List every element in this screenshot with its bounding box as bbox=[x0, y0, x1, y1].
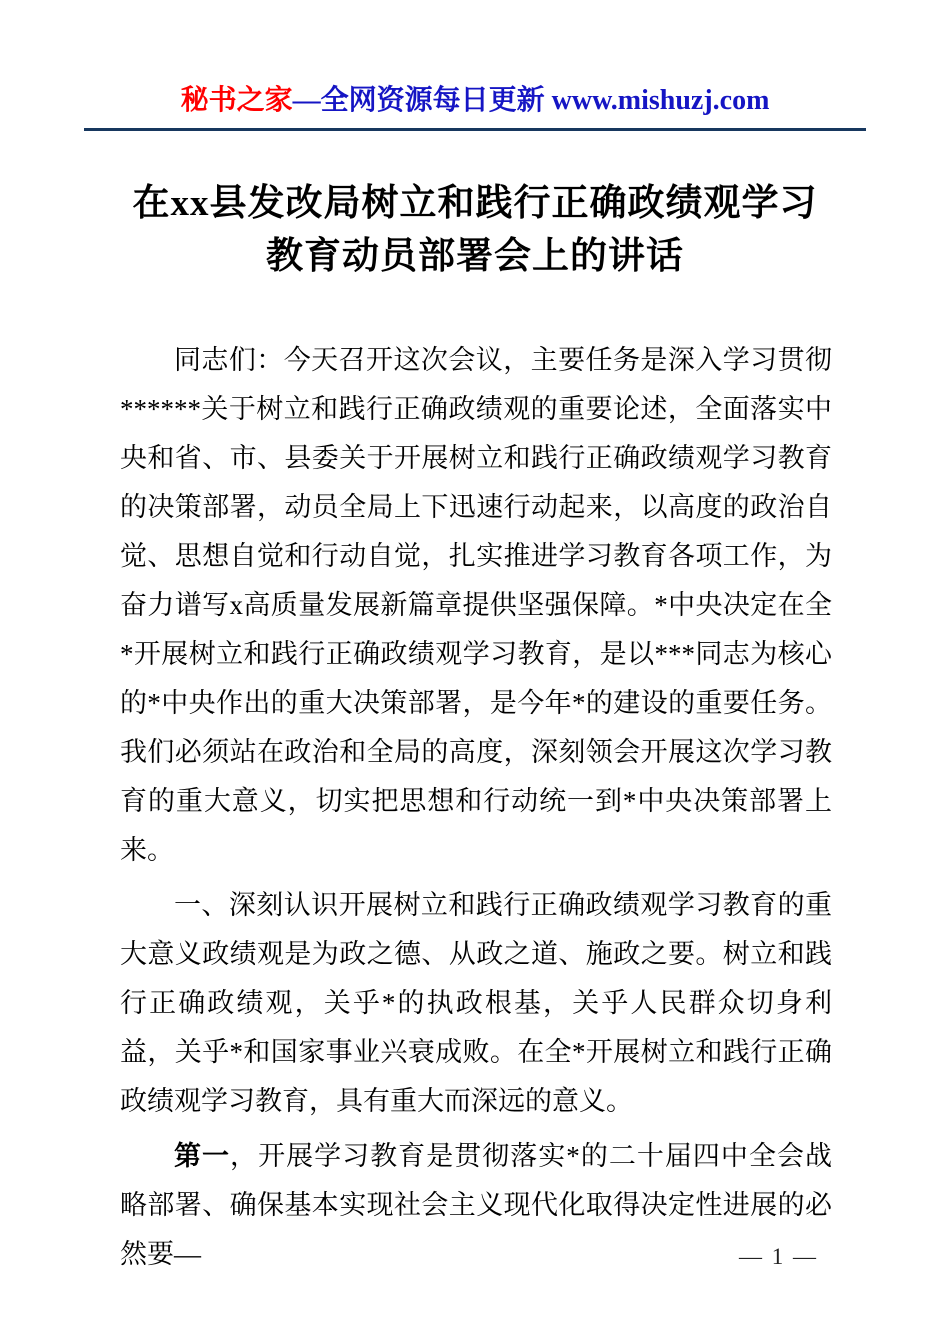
document-title bbox=[0, 177, 950, 284]
document-body bbox=[120, 336, 832, 1279]
paragraph-lead-rest: ，开展学习教育是贯彻落实*的二十届四中全会战略部署、确保基本实现社会主义现代化取得决定性进展的必然要— bbox=[120, 1140, 833, 1269]
paragraph-point-first bbox=[120, 1132, 832, 1279]
title-line-1: 在xx县发改局树立和践行正确政绩观学习 bbox=[132, 182, 818, 224]
brand-text: 秘书之家 bbox=[180, 85, 293, 116]
site-header bbox=[0, 0, 950, 118]
paragraph-lead-bold: 第一 bbox=[174, 1140, 231, 1171]
site-url: www.mishuzj.com bbox=[551, 85, 770, 116]
paragraph-intro: 同志们：今天召开这次会议，主要任务是深入学习贯彻******关于树立和践行正确政绩观的重要论述，全面落实中央和省、市、县委关于开展树立和践行正确政绩观学习教育的决策部署，动员全局上下迅速行动起来，以高度的政治自觉、思想自觉和行动自觉，扎实推进学习教育各项工作，为奋力谱写x高质量发展新篇章提供坚强保障。*中央决定在全*开展树立和践行正确政绩观学习教育，是以***同志为核心的*中央作出的重大决策部署，是今年*的建设的重要任务。我们必须站在政治和全局的高度，深刻领会开展这次学习教育的重大意义，切实把思想和行动统一到*中央决策部署上来。 bbox=[120, 344, 832, 865]
page-number: — 1 — bbox=[739, 1244, 818, 1269]
header-divider bbox=[84, 128, 866, 131]
header-tagline: —全网资源每日更新 bbox=[292, 85, 552, 116]
title-line-2: 教育动员部署会上的讲话 bbox=[266, 236, 684, 278]
paragraph-section-one: 一、深刻认识开展树立和践行正确政绩观学习教育的重大意义政绩观是为政之德、从政之道、施政之要。树立和践行正确政绩观，关乎*的执政根基，关乎人民群众切身利益，关乎*和国家事业兴衰成败。在全*开展树立和践行正确政绩观学习教育，具有重大而深远的意义。 bbox=[120, 889, 832, 1116]
